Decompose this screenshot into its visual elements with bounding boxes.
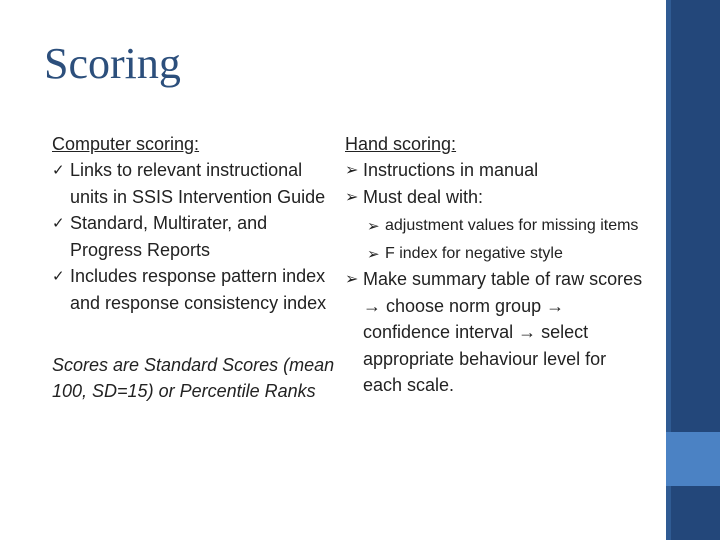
list-item-text: Standard, Multirater, and Progress Reports: [70, 213, 268, 260]
sub-list-item: [345, 214, 645, 238]
decorative-side-bar: [666, 0, 720, 540]
computer-scoring-column: [52, 131, 337, 404]
arrowhead-icon: ➢: [345, 269, 359, 288]
computer-scoring-heading: Computer scoring:: [52, 134, 200, 154]
list-item: [52, 263, 337, 316]
checkmark-icon: ✓: [52, 214, 65, 232]
arrowhead-icon: ➢: [345, 186, 359, 206]
sub-list-item: [345, 242, 645, 266]
list-item-text: Make summary table of raw scores → choose norm group → confidence interval → select appropriate behaviour level for each scale.: [363, 269, 643, 395]
side-bar-accent-block: [666, 432, 720, 486]
slide-title: Scoring: [44, 39, 181, 88]
sub-list-item-text: adjustment values for missing items: [385, 217, 639, 234]
arrowhead-icon: ➢: [367, 217, 380, 235]
arrowhead-icon: ➢: [345, 160, 359, 179]
hand-scoring-column: [345, 131, 645, 399]
list-item: [345, 157, 645, 184]
list-item: [345, 266, 645, 399]
list-item: [345, 184, 645, 211]
list-item-text: Instructions in manual: [363, 160, 539, 180]
list-item: [52, 210, 337, 263]
list-item: [52, 157, 337, 210]
list-item-text: Includes response pattern index and response consistency index: [70, 266, 327, 313]
checkmark-icon: ✓: [52, 161, 65, 179]
list-item-text: Must deal with:: [363, 186, 484, 207]
arrowhead-icon: ➢: [367, 245, 380, 263]
checkmark-icon: ✓: [52, 267, 65, 285]
scores-note: Scores are Standard Scores (mean 100, SD=15) or Percentile Ranks: [52, 355, 335, 401]
sub-list-item-text: F index for negative style: [385, 245, 563, 262]
list-item-text: Links to relevant instructional units in SSIS Intervention Guide: [70, 160, 326, 207]
hand-scoring-heading: Hand scoring:: [345, 134, 457, 154]
